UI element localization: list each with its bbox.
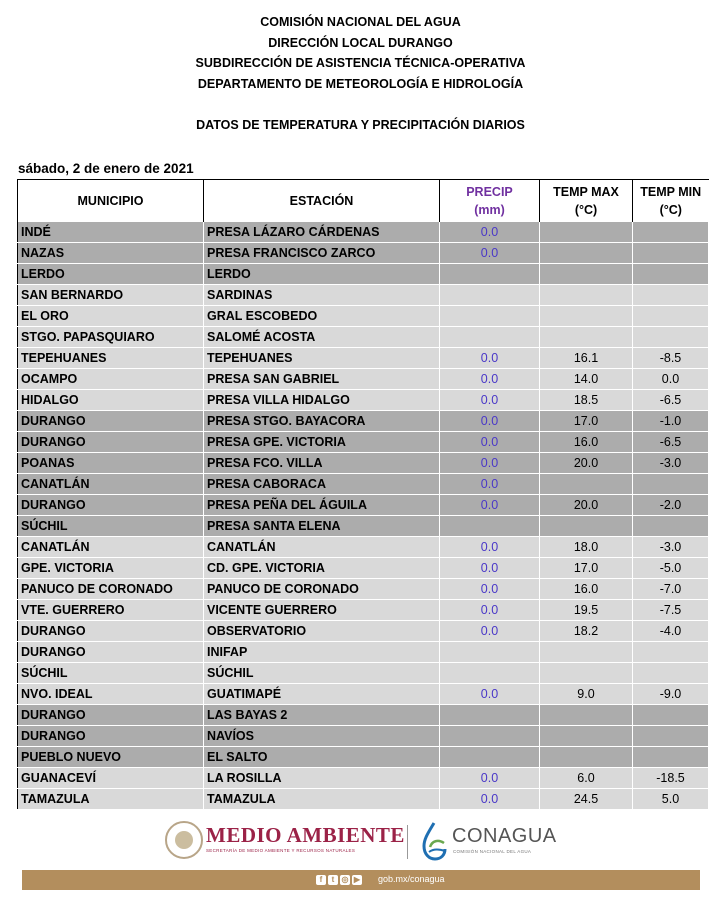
cell-precip: 0.0 (440, 243, 540, 264)
cell-municipio: PUEBLO NUEVO (18, 747, 204, 768)
cell-estacion: CANATLÁN (204, 537, 440, 558)
cell-municipio: CANATLÁN (18, 537, 204, 558)
cell-temp-max (540, 747, 633, 768)
cell-temp-max (540, 705, 633, 726)
cell-temp-max: 16.1 (540, 348, 633, 369)
cell-temp-min (633, 642, 709, 663)
cell-temp-max: 18.2 (540, 621, 633, 642)
cell-precip (440, 642, 540, 663)
cell-temp-max: 6.0 (540, 768, 633, 789)
cell-municipio: LERDO (18, 264, 204, 285)
table-row (18, 558, 709, 579)
cell-temp-min: -9.0 (633, 684, 709, 705)
header-line-3: SUBDIRECCIÓN DE ASISTENCIA TÉCNICA-OPERATIVA (195, 56, 526, 70)
cell-temp-min: -3.0 (633, 453, 709, 474)
cell-municipio: STGO. PAPASQUIARO (18, 327, 204, 348)
cell-precip: 0.0 (440, 432, 540, 453)
cell-precip: 0.0 (440, 768, 540, 789)
cell-temp-min: -18.5 (633, 768, 709, 789)
cell-estacion: OBSERVATORIO (204, 621, 440, 642)
cell-precip: 0.0 (440, 411, 540, 432)
cell-temp-max: 17.0 (540, 411, 633, 432)
cell-temp-min: -7.0 (633, 579, 709, 600)
cell-estacion: LAS BAYAS 2 (204, 705, 440, 726)
cell-temp-min (633, 516, 709, 537)
logo-divider (407, 825, 408, 859)
col-header-precip: PRECIP (mm) (440, 180, 540, 222)
col-header-municipio: MUNICIPIO (18, 180, 204, 222)
cell-municipio: NVO. IDEAL (18, 684, 204, 705)
cell-municipio: POANAS (18, 453, 204, 474)
cell-temp-min (633, 726, 709, 747)
col-header-temp-min: TEMP MIN (°C) (633, 180, 709, 222)
cell-temp-max (540, 264, 633, 285)
table-row (18, 663, 709, 684)
cell-temp-max: 18.0 (540, 537, 633, 558)
cell-precip: 0.0 (440, 684, 540, 705)
cell-precip (440, 747, 540, 768)
cell-municipio: OCAMPO (18, 369, 204, 390)
cell-temp-max: 20.0 (540, 495, 633, 516)
cell-temp-max (540, 726, 633, 747)
table-row (18, 747, 709, 768)
cell-municipio: DURANGO (18, 621, 204, 642)
instagram-icon[interactable]: ◎ (341, 875, 349, 884)
cell-temp-max (540, 327, 633, 348)
cell-municipio: DURANGO (18, 726, 204, 747)
cell-estacion: LA ROSILLA (204, 768, 440, 789)
header-line-2: DIRECCIÓN LOCAL DURANGO (268, 35, 453, 50)
table-row (18, 726, 709, 747)
cell-precip: 0.0 (440, 222, 540, 243)
government-seal-icon (165, 821, 203, 859)
cell-estacion: SARDINAS (204, 285, 440, 306)
cell-precip: 0.0 (440, 369, 540, 390)
cell-temp-max: 20.0 (540, 453, 633, 474)
cell-temp-min: 0.0 (633, 369, 709, 390)
cell-estacion: GRAL ESCOBEDO (204, 306, 440, 327)
table-row (18, 768, 709, 789)
cell-temp-max: 14.0 (540, 369, 633, 390)
cell-temp-max (540, 306, 633, 327)
table-row (18, 264, 709, 285)
document-header (0, 12, 721, 94)
cell-estacion: SÚCHIL (204, 663, 440, 684)
footer-bar (22, 870, 700, 890)
cell-precip (440, 726, 540, 747)
cell-estacion: TAMAZULA (204, 789, 440, 810)
cell-municipio: SÚCHIL (18, 663, 204, 684)
cell-municipio: TAMAZULA (18, 789, 204, 810)
table-row (18, 369, 709, 390)
table-row (18, 243, 709, 264)
header-line-4: DEPARTAMENTO DE METEOROLOGÍA E HIDROLOGÍA (197, 76, 524, 91)
cell-estacion: NAVÍOS (204, 726, 440, 747)
conagua-drop-icon (420, 821, 448, 861)
table-row (18, 684, 709, 705)
cell-precip (440, 306, 540, 327)
cell-precip (440, 264, 540, 285)
table-row (18, 432, 709, 453)
cell-precip: 0.0 (440, 558, 540, 579)
table-row (18, 705, 709, 726)
cell-estacion: PRESA PEÑA DEL ÁGUILA (204, 495, 440, 516)
cell-estacion: PANUCO DE CORONADO (204, 579, 440, 600)
document-subtitle: DATOS DE TEMPERATURA Y PRECIPITACIÓN DIARIOS (196, 118, 525, 132)
cell-temp-min: -6.5 (633, 432, 709, 453)
cell-estacion: PRESA SAN GABRIEL (204, 369, 440, 390)
table-row (18, 579, 709, 600)
cell-temp-max: 19.5 (540, 600, 633, 621)
cell-municipio: HIDALGO (18, 390, 204, 411)
cell-precip: 0.0 (440, 495, 540, 516)
report-date: sábado, 2 de enero de 2021 (18, 161, 194, 176)
cell-precip: 0.0 (440, 348, 540, 369)
cell-temp-min: -3.0 (633, 537, 709, 558)
cell-temp-max (540, 243, 633, 264)
cell-estacion: PRESA LÁZARO CÁRDENAS (204, 222, 440, 243)
cell-municipio: DURANGO (18, 705, 204, 726)
table-row (18, 306, 709, 327)
cell-precip (440, 705, 540, 726)
header-line-1: COMISIÓN NACIONAL DEL AGUA (260, 15, 461, 29)
cell-temp-max (540, 642, 633, 663)
cell-temp-min (633, 285, 709, 306)
table-row (18, 474, 709, 495)
cell-temp-min (633, 474, 709, 495)
cell-municipio: PANUCO DE CORONADO (18, 579, 204, 600)
table-row (18, 222, 709, 243)
cell-precip (440, 285, 540, 306)
cell-temp-min: -7.5 (633, 600, 709, 621)
cell-precip: 0.0 (440, 621, 540, 642)
cell-estacion: PRESA GPE. VICTORIA (204, 432, 440, 453)
table-row (18, 537, 709, 558)
cell-temp-max: 16.0 (540, 432, 633, 453)
table-row (18, 789, 709, 810)
cell-estacion: VICENTE GUERRERO (204, 600, 440, 621)
cell-municipio: SÚCHIL (18, 516, 204, 537)
cell-estacion: PRESA VILLA HIDALGO (204, 390, 440, 411)
table-row (18, 327, 709, 348)
weather-data-table (17, 179, 709, 810)
cell-temp-max: 18.5 (540, 390, 633, 411)
cell-estacion: PRESA CABORACA (204, 474, 440, 495)
medio-ambiente-logo: MEDIO AMBIENTE (206, 823, 405, 847)
twitter-icon[interactable]: t (328, 875, 338, 885)
cell-precip (440, 516, 540, 537)
cell-precip: 0.0 (440, 600, 540, 621)
cell-temp-min (633, 264, 709, 285)
cell-municipio: NAZAS (18, 243, 204, 264)
cell-temp-max (540, 663, 633, 684)
cell-temp-max (540, 474, 633, 495)
cell-temp-min (633, 663, 709, 684)
cell-precip (440, 327, 540, 348)
cell-temp-max: 9.0 (540, 684, 633, 705)
footer-logos (0, 815, 721, 869)
cell-precip: 0.0 (440, 474, 540, 495)
cell-temp-min (633, 327, 709, 348)
table-row (18, 495, 709, 516)
cell-temp-min: -4.0 (633, 621, 709, 642)
cell-temp-min: -5.0 (633, 558, 709, 579)
cell-precip: 0.0 (440, 390, 540, 411)
cell-temp-max: 17.0 (540, 558, 633, 579)
conagua-logo: CONAGUA (452, 825, 557, 847)
cell-temp-max (540, 516, 633, 537)
cell-municipio: VTE. GUERRERO (18, 600, 204, 621)
youtube-icon[interactable]: ▶ (353, 875, 361, 884)
cell-temp-min (633, 747, 709, 768)
conagua-subtitle: COMISIÓN NACIONAL DEL AGUA (453, 849, 532, 854)
cell-temp-min (633, 306, 709, 327)
cell-estacion: GUATIMAPÉ (204, 684, 440, 705)
table-row (18, 348, 709, 369)
medio-ambiente-subtitle: SECRETARÍA DE MEDIO AMBIENTE Y RECURSOS NATURALES (206, 848, 356, 853)
cell-temp-min (633, 222, 709, 243)
cell-temp-max: 16.0 (540, 579, 633, 600)
cell-temp-min: 5.0 (633, 789, 709, 810)
table-row (18, 390, 709, 411)
cell-municipio: DURANGO (18, 411, 204, 432)
table-row (18, 621, 709, 642)
cell-municipio: TEPEHUANES (18, 348, 204, 369)
cell-precip: 0.0 (440, 537, 540, 558)
table-row (18, 516, 709, 537)
cell-temp-max (540, 222, 633, 243)
cell-estacion: INIFAP (204, 642, 440, 663)
cell-precip (440, 663, 540, 684)
cell-temp-min: -1.0 (633, 411, 709, 432)
cell-estacion: TEPEHUANES (204, 348, 440, 369)
website-link[interactable]: gob.mx/conagua (378, 874, 445, 884)
cell-estacion: PRESA FRANCISCO ZARCO (204, 243, 440, 264)
cell-estacion: CD. GPE. VICTORIA (204, 558, 440, 579)
social-icons (316, 873, 362, 887)
cell-precip: 0.0 (440, 789, 540, 810)
cell-temp-min: -8.5 (633, 348, 709, 369)
cell-municipio: SAN BERNARDO (18, 285, 204, 306)
cell-precip: 0.0 (440, 579, 540, 600)
table-row (18, 453, 709, 474)
cell-municipio: DURANGO (18, 642, 204, 663)
cell-municipio: EL ORO (18, 306, 204, 327)
cell-estacion: PRESA STGO. BAYACORA (204, 411, 440, 432)
cell-temp-min: -2.0 (633, 495, 709, 516)
col-header-temp-max: TEMP MAX (°C) (540, 180, 633, 222)
table-row (18, 600, 709, 621)
cell-estacion: EL SALTO (204, 747, 440, 768)
cell-municipio: DURANGO (18, 495, 204, 516)
table-row (18, 411, 709, 432)
col-header-estacion: ESTACIÓN (204, 180, 440, 222)
cell-municipio: CANATLÁN (18, 474, 204, 495)
cell-estacion: LERDO (204, 264, 440, 285)
cell-temp-max: 24.5 (540, 789, 633, 810)
table-row (18, 642, 709, 663)
cell-municipio: GPE. VICTORIA (18, 558, 204, 579)
table-row (18, 285, 709, 306)
cell-estacion: PRESA FCO. VILLA (204, 453, 440, 474)
cell-temp-min (633, 705, 709, 726)
cell-temp-max (540, 285, 633, 306)
cell-municipio: GUANACEVÍ (18, 768, 204, 789)
facebook-icon[interactable]: f (316, 875, 326, 885)
table-header-row (18, 180, 709, 222)
cell-temp-min (633, 243, 709, 264)
cell-estacion: SALOMÉ ACOSTA (204, 327, 440, 348)
cell-estacion: PRESA SANTA ELENA (204, 516, 440, 537)
cell-municipio: DURANGO (18, 432, 204, 453)
cell-temp-min: -6.5 (633, 390, 709, 411)
cell-precip: 0.0 (440, 453, 540, 474)
cell-municipio: INDÉ (18, 222, 204, 243)
